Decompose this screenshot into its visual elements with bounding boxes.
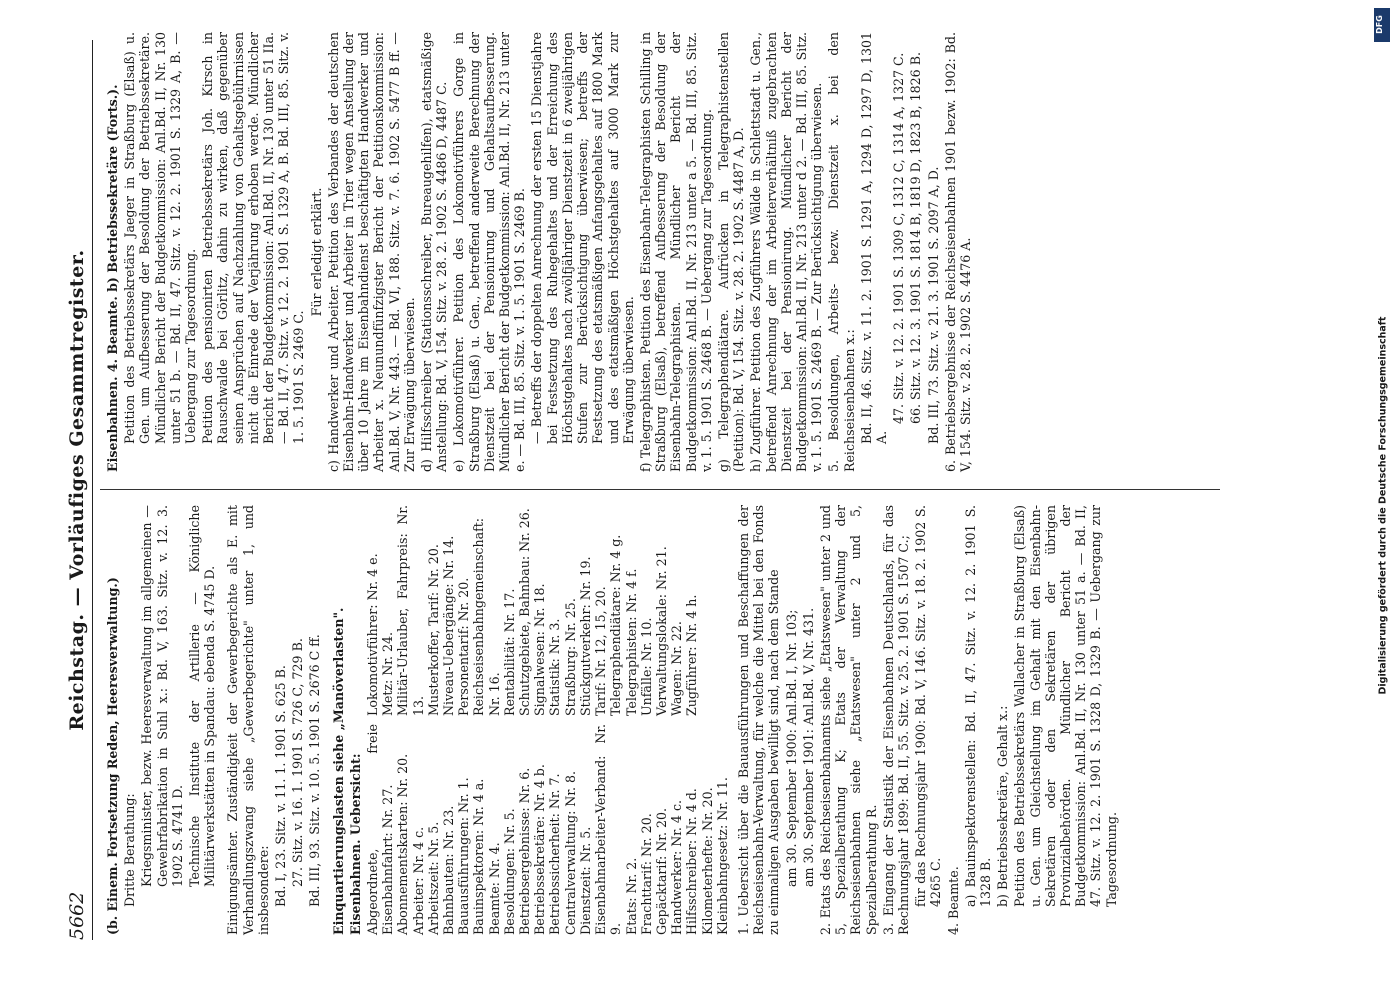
entry-continuation-heading: Eisenbahnen. 4. Beamte. b) Betriebssekretäre (Forts.). bbox=[105, 84, 120, 472]
dfg-logo-icon: DFG bbox=[1374, 8, 1390, 42]
entry-text: 5. Besoldungen, Arbeits- bezw. Dienstzeit x. bei den Reichseisenbahnen x.: bbox=[826, 32, 857, 472]
credit-text: Digitalisierung gefördert durch die Deutsche Forschungsgemeinschaft bbox=[1377, 316, 1389, 695]
entry-ref: Bd. III, 73. Sitz. v. 21. 3. 1901 S. 2097 A, D. bbox=[925, 166, 941, 444]
entry-text: Petition des pensionirten Betriebssekretärs Joh. Kirsch in Rauschwalde bei Görlitz, dahin zu wirken, daß gegenüber seinen Ansprüchen auf Nachzahlung von Gehaltsgebührnissen nicht die Einrede der Verjährung erhoben werde. Mündlicher Bericht der Budgetkommission: Anl.Bd. II, Nr. 130 unter 51 IIa. — Bd. II, 47. Sitz. v. 12. 2. 1901 S. 1329 A, B. Bd. III, 85. Sitz. v. 1. 5. 1901 S. 2469 C. bbox=[200, 32, 307, 444]
entry-text: Technische Institute der Artillerie — Königliche Militärwerkstätten in Spandau: ebenda S. 4745 D. bbox=[187, 505, 218, 887]
index-item: Besoldungen: Nr. 5. bbox=[501, 808, 517, 935]
index-item: Metz: Nr. 24. bbox=[380, 632, 396, 716]
index-item: Betriebsergebnisse: Nr. 6. bbox=[517, 767, 533, 935]
left-column bbox=[105, 505, 1121, 935]
entry-einigungsaemter: Einigungsämter. Zuständigkeit der Gewerbegerichte als E. mit Verhandlungszwang siehe „Gewerbegerichte" unter 1, und insbesondere: bbox=[225, 505, 271, 935]
entry-text: h) Zugführer. Petition des Zugführers Wälde in Schlettstadt u. Gen., betreffend Anrechnung der im Arbeiterverhältniß zugebrachten Dienstzeit bei der Pensionirung. Mündlicher Bericht der Budgetkommission: Anl.Bd. II, Nr. 213 unter d 2. — Bd. III, 85. Sitz. v. 1. 5. 1901 S. 2469 B. — Zur Berücksichtigung überwiesen. bbox=[748, 32, 825, 472]
index-item: Abgeordnete, freie Eisenbahnfahrt: Nr. 27. bbox=[365, 724, 396, 935]
page-title: Reichstag. — Vorläufiges Gesammtregister. bbox=[66, 249, 88, 731]
entry-ref: am 30. September 1900: Anl.Bd. I, Nr. 103; bbox=[783, 609, 799, 887]
index-item: Bahnbauten: Nr. 23. bbox=[441, 805, 457, 935]
index-item: Tarif: Nr. 12, 15, 20. bbox=[593, 586, 609, 716]
entry-text: f) Telegraphisten. Petition des Eisenbahn-Telegraphisten Schilling in Straßburg (Elsaß), betreffend Aufbesserung der Besoldung der Eisenbahn-Telegraphisten. Mündlicher Bericht der Budgetkommission: Anl.Bd. II, Nr. 213 unter a 5. — Bd. III, 85. Sitz. v. 1. 5. 1901 S. 2468 B. — Uebergang zur Tagesordnung. bbox=[637, 32, 714, 472]
index-item: Verwaltungslokale: Nr. 21. bbox=[653, 546, 669, 716]
index-item: Etats: Nr. 2. bbox=[623, 857, 639, 935]
index-item: Telegraphisten: Nr. 4 f. bbox=[623, 568, 639, 716]
index-item: Militär-Urlauber, Fahrpreis: Nr. 13. bbox=[395, 505, 426, 716]
entry-eisenbahnen-heading: Eisenbahnen. Uebersicht: bbox=[347, 753, 363, 935]
entry-text: Petition des Betriebssekretärs Jaeger in Straßburg (Elsaß) u. Gen. um Aufbesserung der Besoldung der Betriebssekretäre. Mündlicher Bericht der Budgetkommission: Anl.Bd. II, Nr. 130 unter 51 b. — Bd. II, 47. Sitz. v. 12. 2. 1901 S. 1329 A, B. — Uebergang zur Tagesordnung. bbox=[122, 32, 199, 444]
index-item: Schutzgebiete, Bahnbau: Nr. 26. bbox=[517, 508, 533, 716]
entry-text: b) Betriebssekretäre, Gehalt x.: bbox=[995, 705, 1011, 907]
entry-text: g) Telegraphendiätare. Aufrücken in Telegraphistenstellen (Petition): Bd. V, 154. Sitz. v. 28. 2. 1902 S. 4487 A, D. bbox=[715, 32, 747, 472]
index-item: Gepäcktarif: Nr. 20. bbox=[653, 808, 669, 935]
index-item: Bauausführungen: Nr. 1. bbox=[456, 777, 472, 935]
entry-text: 2. Etats des Reichseisenbahnamts siehe „Etatswesen" unter 2 und 5, Spezialberathung K; Etats der Verwaltung der Reichseisenbahnen siehe „Etatswesen" unter 2 und 5, Spezialberathung R. bbox=[817, 505, 879, 935]
entry-text: c) Handwerker und Arbeiter. Petition des Verbandes der deutschen Eisenbahn-Handwerker und Arbeiter in Trier wegen Anstellung der über 10 Jahre im Eisenbahndienst beschäftigten Handwerker und Arbeiter x. Neunundfünfzigster Bericht der Petitionskommission: Anl.Bd. V, Nr. 443. — Bd. VI, 188. Sitz. v. 7. 6. 1902 S. 5477 B ff. — Zur Erwägung überwiesen. bbox=[325, 32, 417, 472]
index-item: Zugführer: Nr. 4 h. bbox=[684, 594, 700, 716]
index-item: Musterkoffer, Tarif: Nr. 20. bbox=[425, 544, 441, 716]
index-item: Eisenbahnarbeiter-Verband: Nr. 9. bbox=[593, 724, 624, 935]
entry-text: 4. Beamte. bbox=[945, 866, 961, 935]
entry-ref: 66. Sitz. v. 12. 3. 1901 S. 1814 B, 1819 D, 1823 B, 1826 B. bbox=[908, 52, 924, 424]
index-item: Niveau-Uebergänge: Nr. 14. bbox=[441, 535, 457, 716]
index-item: Straßburg: Nr. 25. bbox=[562, 598, 578, 716]
index-item: Unfälle: Nr. 10. bbox=[638, 617, 654, 716]
eisenbahnen-index bbox=[365, 505, 730, 935]
entry-text: 6. Betriebsergebnisse der Reichseisenbahnen 1901 bezw. 1902: Bd. V, 154. Sitz. v. 28. 2. 1902 S. 4476 A. bbox=[942, 32, 973, 472]
column-divider bbox=[100, 489, 1220, 490]
index-item: Rentabilität: Nr. 17. bbox=[501, 588, 517, 716]
entry-ref: 27. Sitz. v. 16. 1. 1901 S. 726 C, 729 B. bbox=[290, 638, 306, 887]
entry-einquartierungslasten: Einquartierungslasten siehe „Manöverlasten". bbox=[330, 607, 346, 935]
entry-text: Kriegsminister, bezw. Heeresverwaltung im allgemeinen — Gewehrfabrikation in Suhl x.: Bd. V, 163. Sitz. v. 12. 3. 1902 S. 4741 D. bbox=[139, 505, 185, 887]
index-item: Statistik: Nr. 3. bbox=[547, 618, 563, 716]
entry-text: d) Hilfsschreiber (Stationsschreiber, Bureaugehilfen), etatsmäßige Anstellung: Bd. V, 154. Sitz. v. 28. 2. 1902 S. 4486 D, 4487 C. bbox=[419, 32, 450, 472]
page-number: 5662 bbox=[66, 891, 88, 940]
index-item: Bauinspektoren: Nr. 4 a. bbox=[471, 778, 487, 935]
entry-text: 1. Uebersicht über die Bauausführungen und Beschaffungen der Reichseisenbahn-Verwaltung, für welche die Mittel bei den Fonds zu einmaligen Ausgaben bewilligt sind, nach dem Stande bbox=[735, 505, 782, 935]
credit-strip bbox=[1373, 0, 1393, 1000]
index-item: Betriebssekretäre: Nr. 4 b. bbox=[532, 764, 548, 935]
entry-ref: für das Rechnungsjahr 1900: Bd. V, 146. Sitz. v. 18. 2. 1902 S. 4265 C. bbox=[913, 505, 944, 907]
entry-text: — Betreffs der doppelten Anrechnung der ersten 15 Dienstjahre bei Festsetzung des Ruhegehaltes und der Erreichung des Höchstgehaltes nach zwölfjähriger Dienstzeit in 6 zweijährigen Stufen zur Berücksichtigung überwiesen; betreffs der Festsetzung des etatsmäßigen Anfangsgehaltes auf 1800 Mark und des etatsmäßigen Höchstgehaltes auf 3000 Mark zur Erwägung überwiesen. bbox=[529, 32, 636, 444]
entry-continuation-heading: (b. Einem. Fortsetzung Reden, Heeresverwaltung.) bbox=[105, 577, 120, 935]
right-column bbox=[105, 32, 975, 472]
entry-ref: Bd. I, 23. Sitz. v. 11. 1. 1901 S. 625 B. bbox=[273, 665, 289, 907]
index-item: Lokomotivführer: Nr. 4 e. bbox=[365, 553, 381, 716]
index-item: Personentarif: Nr. 20. bbox=[456, 577, 472, 716]
entry-ref: am 30. September 1901: Anl.Bd. V, Nr. 431. bbox=[800, 607, 816, 887]
index-item: Handwerker: Nr. 4 c. bbox=[669, 799, 685, 935]
index-item: Signalwesen: Nr. 18. bbox=[532, 583, 548, 716]
index-item: Wagen: Nr. 22. bbox=[669, 621, 685, 716]
entry-ref: 47. Sitz. v. 12. 2. 1901 S. 1309 C, 1312 C, 1314 A, 1327 C. bbox=[891, 52, 907, 424]
index-item: Hilfsschreiber: Nr. 4 d. bbox=[684, 788, 700, 935]
entry-text: Petition des Betriebssekretärs Wallacher in Straßburg (Elsaß) u. Gen. um Gleichstellung im Gehalt mit den Eisenbahn-Sekretären oder den Sekretären der übrigen Provinzialbehörden. Mündlicher Bericht der Budgetkommission: Anl.Bd. II, Nr. 130 unter 51 a. — Bd. II, 47. Sitz. v. 12. 2. 1901 S. 1328 D, 1329 B. — Uebergang zur Tagesordnung. bbox=[1012, 505, 1119, 907]
index-item: Arbeiter: Nr. 4 c. bbox=[410, 826, 426, 935]
index-item: Kilometerhefte: Nr. 20. bbox=[699, 787, 715, 935]
index-item: Stückgutverkehr: Nr. 19. bbox=[577, 556, 593, 716]
index-list-right bbox=[365, 505, 730, 716]
entry-subheading: Dritte Berathung: bbox=[122, 793, 138, 907]
entry-text: e) Lokomotivführer. Petition des Lokomotivführers Gorge in Straßburg (Elsaß) u. Gen., betreffend anderweite Berechnung der Dienstzeit bei der Pensionirung und Gehaltsaufbesserung. Mündlicher Bericht der Budgetkommission: Anl.Bd. II, Nr. 213 unter e. — Bd. III, 85. Sitz. v. 1. 5. 1901 S. 2469 B. bbox=[451, 32, 528, 472]
entry-text: a) Bauinspektorenstellen: Bd. II, 47. Sitz. v. 12. 2. 1901 S. 1328 B. bbox=[962, 505, 993, 907]
index-item: Beamte: Nr. 4. bbox=[486, 842, 502, 935]
index-item: Arbeitszeit: Nr. 5. bbox=[425, 821, 441, 935]
entry-text: 3. Eingang der Statistik der Eisenbahnen Deutschlands, für das Rechnungsjahr 1899: Bd. II, 55. Sitz. v. 25. 2. 1901 S. 1507 C.; bbox=[880, 505, 911, 935]
index-item: Reichseisenbahngemeinschaft: Nr. 16. bbox=[471, 517, 502, 716]
entry-ref: Bd. II, 46. Sitz. v. 11. 2. 1901 S. 1291 A, 1294 D, 1297 D, 1301 A. bbox=[858, 32, 889, 444]
entry-text: Für erledigt erklärt. bbox=[308, 187, 324, 317]
index-item: Kleinbahngesetz: Nr. 11. bbox=[714, 777, 730, 935]
index-item: Centralverwaltung: Nr. 8. bbox=[562, 771, 578, 935]
index-item: Betriebssicherheit: Nr. 7. bbox=[547, 773, 563, 935]
index-item: Frachttarif: Nr. 20. bbox=[638, 813, 654, 935]
index-item: Abonnementskarten: Nr. 20. bbox=[395, 753, 411, 935]
index-list-left bbox=[365, 724, 730, 935]
index-item: Telegraphendiätare: Nr. 4 g. bbox=[608, 534, 624, 716]
entry-ref: Bd. III, 93. Sitz. v. 10. 5. 1901 S. 2676 C ff. bbox=[307, 634, 323, 907]
index-item: Dienstzeit: Nr. 5. bbox=[577, 826, 593, 935]
page-header bbox=[62, 40, 93, 940]
